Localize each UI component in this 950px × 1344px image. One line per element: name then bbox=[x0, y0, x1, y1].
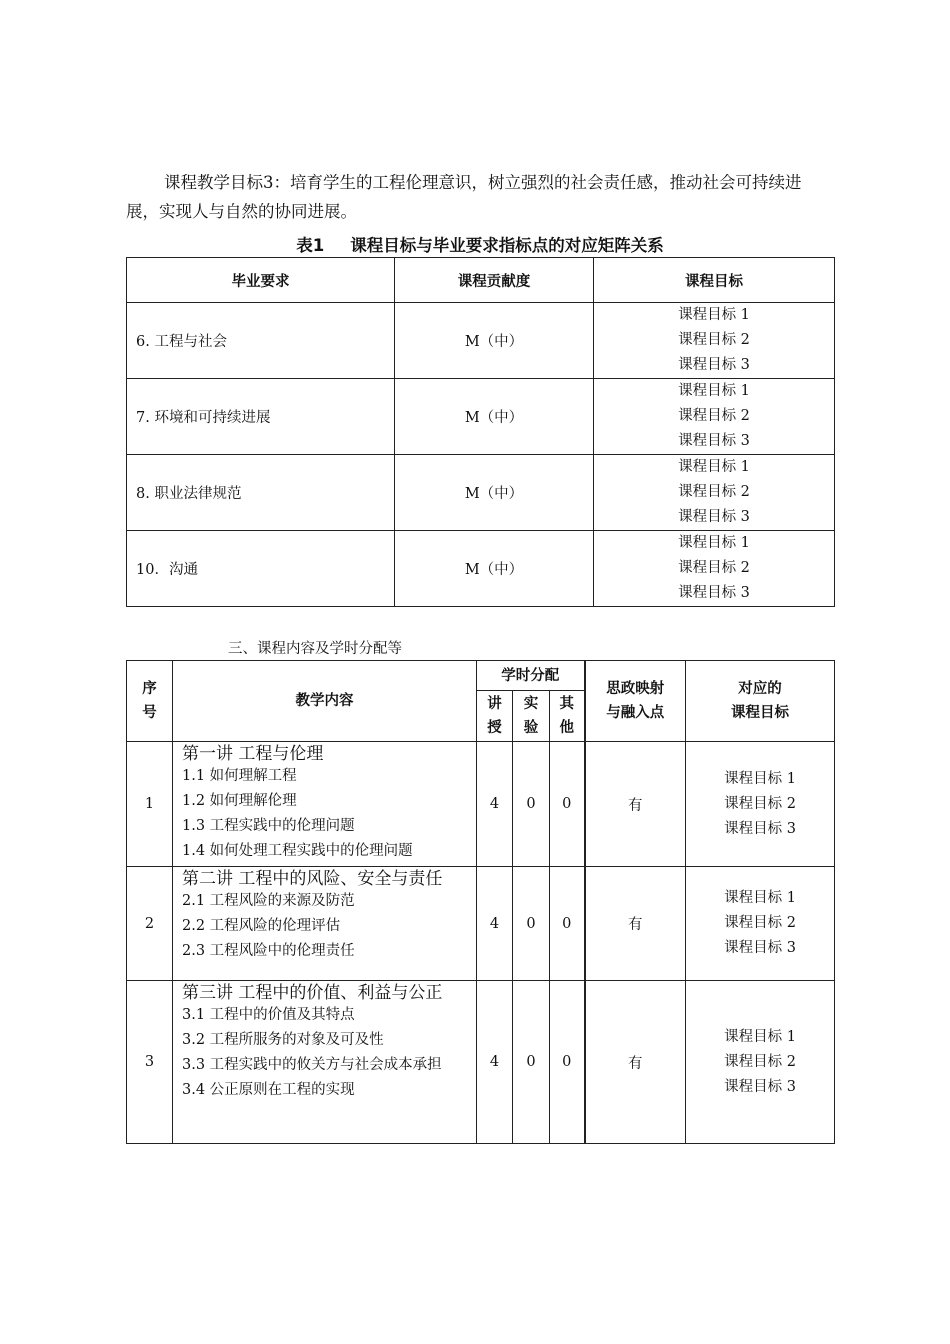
content-cell bbox=[173, 742, 477, 867]
lecture-hours-cell: 4 bbox=[477, 981, 513, 1144]
header-lecture-line: 讲 bbox=[487, 696, 502, 712]
header-lab bbox=[513, 691, 550, 742]
header-requirement: 毕业要求 bbox=[127, 258, 395, 303]
goals-cell bbox=[686, 742, 835, 867]
header-ideology-line: 与融入点 bbox=[606, 705, 665, 721]
ideology-cell: 有 bbox=[585, 981, 686, 1144]
table-row bbox=[127, 867, 835, 981]
lab-hours-cell: 0 bbox=[513, 867, 550, 981]
seq-cell: 1 bbox=[127, 742, 173, 867]
lecture-subitem: 1.4 如何处理工程实践中的伦理问题 bbox=[182, 843, 413, 859]
section-heading: 三、课程内容及学时分配等 bbox=[228, 641, 402, 657]
goal-item: 课程目标 1 bbox=[678, 307, 750, 323]
goals-cell bbox=[594, 379, 835, 455]
table1-caption-title: 课程目标与毕业要求指标点的对应矩阵关系 bbox=[350, 236, 664, 255]
lecture-subitem: 3.4 公正原则在工程的实现 bbox=[182, 1082, 355, 1098]
lecture-subitem: 2.2 工程风险的伦理评估 bbox=[182, 918, 341, 934]
goal-item: 课程目标 2 bbox=[678, 332, 750, 348]
goal-item: 课程目标 3 bbox=[678, 509, 750, 525]
table1-header-row bbox=[127, 258, 835, 303]
table-row bbox=[127, 981, 835, 1144]
seq-cell: 2 bbox=[127, 867, 173, 981]
header-other-line: 他 bbox=[559, 720, 574, 736]
header-lecture-line: 授 bbox=[487, 720, 502, 736]
ideology-cell: 有 bbox=[585, 742, 686, 867]
lab-hours-cell: 0 bbox=[513, 742, 550, 867]
header-other bbox=[550, 691, 585, 742]
other-hours-cell: 0 bbox=[550, 981, 585, 1144]
lecture-hours-cell: 4 bbox=[477, 867, 513, 981]
goal-item: 课程目标 2 bbox=[678, 560, 750, 576]
requirement-cell: 6. 工程与社会 bbox=[127, 303, 395, 379]
lecture-subitem: 3.1 工程中的价值及其特点 bbox=[182, 1007, 355, 1023]
goal-item: 课程目标 3 bbox=[724, 940, 796, 956]
header-goals-line: 对应的 bbox=[738, 681, 782, 697]
ideology-cell: 有 bbox=[585, 867, 686, 981]
header-contribution: 课程贡献度 bbox=[395, 258, 594, 303]
goal-item: 课程目标 2 bbox=[678, 408, 750, 424]
course-content-table bbox=[126, 660, 835, 1144]
lecture-title: 第二讲 工程中的风险、安全与责任 bbox=[182, 869, 443, 889]
header-other-line: 其 bbox=[559, 696, 574, 712]
goal-item: 课程目标 3 bbox=[724, 820, 796, 837]
requirement-cell: 8. 职业法律规范 bbox=[127, 455, 395, 531]
lecture-title: 第三讲 工程中的价值、利益与公正 bbox=[182, 983, 443, 1003]
contribution-cell: M（中） bbox=[395, 379, 594, 455]
content-cell bbox=[173, 981, 477, 1144]
seq-cell: 3 bbox=[127, 981, 173, 1144]
goal-item: 课程目标 3 bbox=[724, 1078, 796, 1095]
goal-item: 课程目标 2 bbox=[724, 1053, 796, 1070]
lecture-hours-cell: 4 bbox=[477, 742, 513, 867]
lecture-title: 第一讲 工程与伦理 bbox=[182, 744, 324, 764]
table-row bbox=[127, 303, 835, 379]
goal-item: 课程目标 3 bbox=[678, 433, 750, 449]
contribution-cell: M（中） bbox=[395, 303, 594, 379]
header-lecture bbox=[477, 691, 513, 742]
contribution-cell: M（中） bbox=[395, 531, 594, 607]
lecture-subitem: 3.2 工程所服务的对象及可及性 bbox=[182, 1032, 384, 1048]
content-cell bbox=[173, 867, 477, 981]
header-goals: 课程目标 bbox=[594, 258, 835, 303]
header-seq bbox=[127, 661, 173, 742]
lecture-subitem: 2.3 工程风险中的伦理责任 bbox=[182, 943, 355, 959]
goal-item: 课程目标 3 bbox=[678, 585, 750, 601]
table-row bbox=[127, 455, 835, 531]
lecture-subitem: 1.3 工程实践中的伦理问题 bbox=[182, 818, 355, 834]
lecture-subitem: 1.1 如何理解工程 bbox=[182, 768, 297, 784]
goals-cell bbox=[686, 981, 835, 1144]
goals-cell bbox=[594, 303, 835, 379]
header-content: 教学内容 bbox=[173, 661, 477, 742]
header-seq-line: 序 bbox=[142, 681, 157, 697]
lecture-subitem: 1.2 如何理解伦理 bbox=[182, 793, 297, 809]
goal-item: 课程目标 2 bbox=[678, 484, 750, 500]
header-lab-line: 验 bbox=[523, 720, 539, 736]
intro-paragraph: 课程教学目标3：培育学生的工程伦理意识，树立强烈的社会责任感，推动社会可持续进展，实现人与自然的协同进展。 bbox=[126, 173, 802, 221]
requirement-cell: 7. 环境和可持续进展 bbox=[127, 379, 395, 455]
header-ideology-line: 思政映射 bbox=[606, 681, 665, 697]
table1-caption-number: 表1 bbox=[296, 236, 325, 255]
header-goals bbox=[686, 661, 835, 742]
lecture-subitem: 2.1 工程风险的来源及防范 bbox=[182, 893, 355, 909]
goal-item: 课程目标 1 bbox=[724, 1028, 796, 1045]
table-row bbox=[127, 531, 835, 607]
goal-item: 课程目标 1 bbox=[678, 459, 750, 475]
goal-item: 课程目标 1 bbox=[678, 383, 750, 399]
table1-caption bbox=[126, 232, 834, 256]
lecture-subitem: 3.3 工程实践中的攸关方与社会成本承担 bbox=[182, 1057, 442, 1073]
other-hours-cell: 0 bbox=[550, 867, 585, 981]
goal-item: 课程目标 3 bbox=[678, 357, 750, 373]
lab-hours-cell: 0 bbox=[513, 981, 550, 1144]
table2-header-row bbox=[127, 661, 835, 691]
requirement-cell: 10．沟通 bbox=[127, 531, 395, 607]
goal-item: 课程目标 2 bbox=[724, 915, 796, 931]
other-hours-cell: 0 bbox=[550, 742, 585, 867]
goals-cell bbox=[686, 867, 835, 981]
header-hours: 学时分配 bbox=[477, 661, 585, 691]
objectives-matrix-table bbox=[126, 257, 835, 607]
contribution-cell: M（中） bbox=[395, 455, 594, 531]
goal-item: 课程目标 1 bbox=[678, 535, 750, 551]
goal-item: 课程目标 1 bbox=[724, 770, 796, 787]
goal-item: 课程目标 1 bbox=[724, 890, 796, 906]
header-goals-line: 课程目标 bbox=[731, 705, 790, 721]
header-ideology bbox=[585, 661, 686, 742]
table-row bbox=[127, 379, 835, 455]
header-seq-line: 号 bbox=[142, 705, 157, 721]
goal-item: 课程目标 2 bbox=[724, 795, 796, 812]
goals-cell bbox=[594, 531, 835, 607]
header-lab-line: 实 bbox=[523, 696, 539, 712]
table-row bbox=[127, 742, 835, 867]
goals-cell bbox=[594, 455, 835, 531]
